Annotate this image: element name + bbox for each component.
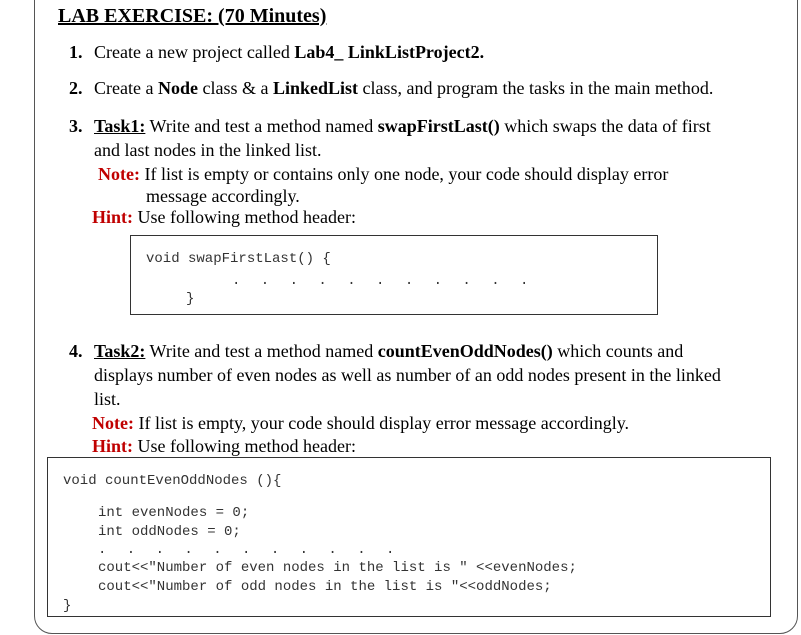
page-title: LAB EXERCISE: (70 Minutes)	[58, 5, 327, 27]
project-name: Lab4_ LinkListProject2.	[294, 42, 485, 62]
item-number: 4.	[69, 341, 83, 361]
hint-label: Hint:	[92, 207, 134, 227]
hint-text: Use following method header:	[133, 436, 356, 456]
text-span: class & a	[197, 78, 273, 98]
item-4-line-3: list.	[94, 389, 121, 409]
item-2-text	[94, 78, 713, 99]
code-line: void countEvenOddNodes (){	[63, 473, 282, 489]
code-close: }	[186, 291, 195, 307]
note-line-2: message accordingly.	[146, 186, 300, 206]
node-class-label: Node	[157, 78, 198, 98]
item-1-text	[94, 42, 484, 63]
note-label: Note:	[92, 413, 134, 433]
code-dots: . . . . . . . . . . .	[98, 542, 401, 558]
item-3-line-2: and last nodes in the linked list.	[94, 140, 322, 160]
task-label: Task1:	[94, 116, 146, 136]
hint-line	[92, 207, 356, 228]
code-line: cout<<"Number of odd nodes in the list is "<<oddNodes;	[98, 579, 552, 595]
task-label: Task2:	[94, 341, 146, 361]
code-line: cout<<"Number of even nodes in the list is " <<evenNodes;	[98, 560, 577, 576]
item-3-line-1	[94, 116, 711, 137]
linkedlist-class-label: LinkedList	[272, 78, 358, 98]
item-1-prefix: Create a new project called	[94, 42, 295, 62]
note-line	[98, 164, 668, 185]
text-span: which counts and	[552, 341, 684, 361]
code-line: int oddNodes = 0;	[98, 524, 241, 540]
text-span: Write and test a method named	[145, 116, 378, 136]
item-4-line-2: displays number of even nodes as well as number of an odd nodes present in the linked	[94, 365, 721, 385]
item-number: 3.	[69, 116, 83, 136]
note-text: If list is empty or contains only one node, your code should display error	[139, 164, 669, 184]
method-name: countEvenOddNodes()	[377, 341, 553, 361]
note-line	[92, 413, 629, 434]
note-text: If list is empty, your code should display error message accordingly.	[133, 413, 630, 433]
item-number: 1.	[69, 42, 83, 62]
hint-label: Hint:	[92, 436, 134, 456]
note-label: Note:	[98, 164, 140, 184]
item-4-line-1	[94, 341, 683, 362]
method-name: swapFirstLast()	[377, 116, 500, 136]
item-number: 2.	[69, 78, 83, 98]
code-line: int evenNodes = 0;	[98, 505, 250, 521]
text-span: class, and program the tasks in the main method.	[358, 78, 714, 98]
code-close: }	[63, 598, 72, 614]
text-span: which swaps the data of first	[499, 116, 711, 136]
code-line: void swapFirstLast() {	[146, 251, 331, 267]
text-span: Create a	[94, 78, 158, 98]
text-span: Write and test a method named	[145, 341, 378, 361]
hint-line	[92, 436, 356, 457]
hint-text: Use following method header:	[133, 207, 356, 227]
code-dots: . . . . . . . . . . .	[232, 273, 535, 289]
